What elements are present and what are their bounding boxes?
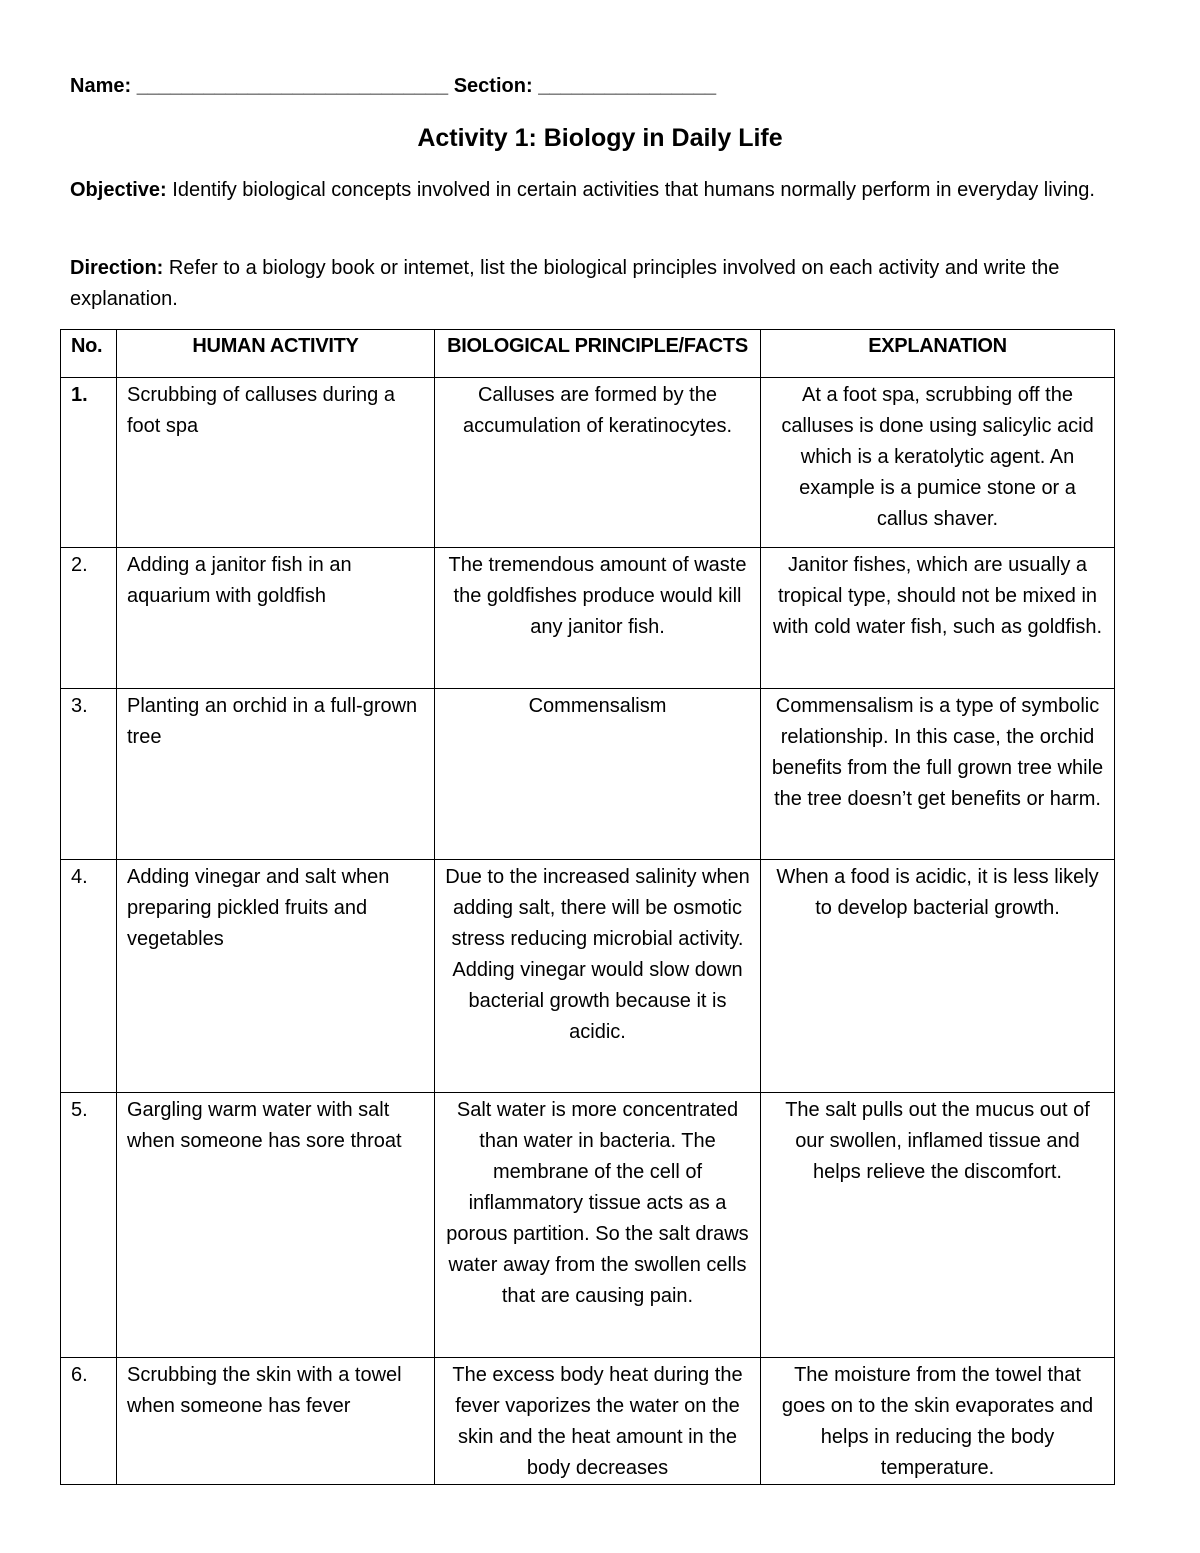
explanation-cell: Janitor fishes, which are usually a tropical type, should not be mixed in with cold water fish, such as goldfish.	[761, 548, 1115, 689]
direction-label: Direction:	[70, 257, 164, 279]
direction-text: Refer to a biology book or intemet, list the biological principles involved on each activity and write the explanation.	[70, 257, 1060, 310]
human-activity-cell: Scrubbing the skin with a towel when someone has fever	[117, 1358, 435, 1485]
student-info-line	[70, 72, 716, 100]
principle-cell: Salt water is more concentrated than water in bacteria. The membrane of the cell of inflammatory tissue acts as a porous partition. So the salt draws water away from the swollen cells that are causing pain.	[435, 1093, 761, 1358]
human-activity-cell: Gargling warm water with salt when someone has sore throat	[117, 1093, 435, 1358]
objective-text: Identify biological concepts involved in certain activities that humans normally perform in everyday living.	[166, 179, 1095, 201]
table-row	[61, 548, 1115, 689]
name-blank: ____________________________	[136, 75, 449, 97]
header-human-activity: HUMAN ACTIVITY	[117, 330, 435, 378]
principle-cell: The excess body heat during the fever vaporizes the water on the skin and the heat amount in the body decreases	[435, 1358, 761, 1485]
table-row	[61, 1093, 1115, 1358]
human-activity-cell: Adding a janitor fish in an aquarium with goldfish	[117, 548, 435, 689]
objective-paragraph	[70, 175, 1130, 206]
explanation-cell: At a foot spa, scrubbing off the calluses is done using salicylic acid which is a keratolytic agent. An example is a pumice stone or a callus shaver.	[761, 378, 1115, 548]
principle-cell: The tremendous amount of waste the goldfishes produce would kill any janitor fish.	[435, 548, 761, 689]
human-activity-cell: Planting an orchid in a full-grown tree	[117, 689, 435, 860]
principle-cell: Calluses are formed by the accumulation of keratinocytes.	[435, 378, 761, 548]
direction-paragraph	[70, 253, 1130, 315]
table-row	[61, 689, 1115, 860]
principle-cell: Due to the increased salinity when adding salt, there will be osmotic stress reducing microbial activity. Adding vinegar would slow down bacterial growth because it is acidic.	[435, 860, 761, 1093]
explanation-cell: Commensalism is a type of symbolic relationship. In this case, the orchid benefits from the full grown tree while the tree doesn’t get benefits or harm.	[761, 689, 1115, 860]
row-number: 2.	[61, 548, 117, 689]
table-row	[61, 860, 1115, 1093]
section-blank: ________________	[538, 75, 717, 97]
row-number: 4.	[61, 860, 117, 1093]
header-biological-principle: BIOLOGICAL PRINCIPLE/FACTS	[435, 330, 761, 378]
row-number: 1.	[61, 378, 117, 548]
explanation-cell: The salt pulls out the mucus out of our swollen, inflamed tissue and helps relieve the discomfort.	[761, 1093, 1115, 1358]
name-label: Name:	[70, 75, 132, 97]
table-row	[61, 378, 1115, 548]
human-activity-cell: Scrubbing of calluses during a foot spa	[117, 378, 435, 548]
section-label: Section:	[453, 75, 533, 97]
row-number: 3.	[61, 689, 117, 860]
activity-table	[60, 329, 1115, 1485]
row-number: 5.	[61, 1093, 117, 1358]
explanation-cell: When a food is acidic, it is less likely to develop bacterial growth.	[761, 860, 1115, 1093]
header-no: No.	[61, 330, 117, 378]
table-row	[61, 1358, 1115, 1485]
explanation-cell: The moisture from the towel that goes on to the skin evaporates and helps in reducing the body temperature.	[761, 1358, 1115, 1485]
objective-label: Objective:	[70, 179, 167, 201]
table-header-row	[61, 330, 1115, 378]
principle-cell: Commensalism	[435, 689, 761, 860]
row-number: 6.	[61, 1358, 117, 1485]
header-explanation: EXPLANATION	[761, 330, 1115, 378]
page-title: Activity 1: Biology in Daily Life	[417, 124, 783, 152]
human-activity-cell: Adding vinegar and salt when preparing pickled fruits and vegetables	[117, 860, 435, 1093]
